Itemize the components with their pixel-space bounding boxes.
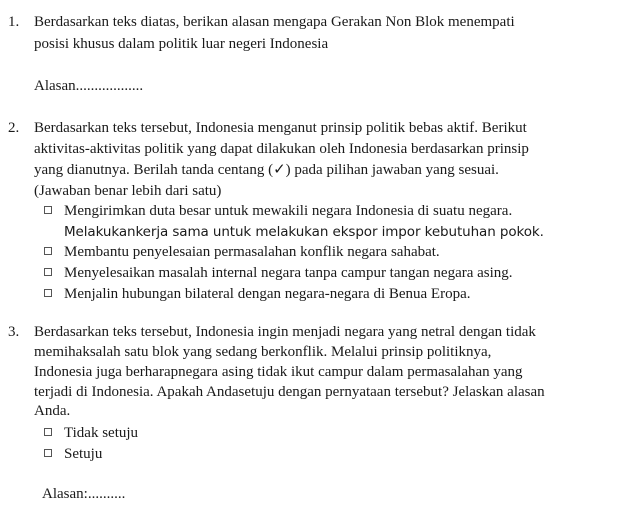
- question-2-option: Menyelesaikan masalah internal negara tanpa campur tangan negara asing.: [64, 265, 513, 281]
- option-checkbox[interactable]: [44, 247, 52, 255]
- question-2-text-line: yang dianutnya. Berilah tanda centang (✓) pada pilihan jawaban yang sesuai.: [34, 162, 499, 178]
- question-1-text-line: posisi khusus dalam politik luar negeri Indonesia: [34, 36, 329, 52]
- question-3-text-line: Berdasarkan teks tersebut, Indonesia ingin menjadi negara yang netral dengan tidak: [34, 324, 536, 340]
- question-3-option: Tidak setuju: [64, 425, 139, 441]
- question-2-text-line: aktivitas-aktivitas politik yang dapat dilakukan oleh Indonesia berdasarkan prinsip: [34, 141, 529, 157]
- question-2-text-line: Berdasarkan teks tersebut, Indonesia menganut prinsip politik bebas aktif. Berikut: [34, 120, 527, 136]
- question-2-option: Melakukankerja sama untuk melakukan ekspor impor kebutuhan pokok.: [64, 224, 544, 240]
- question-1-text-line: Berdasarkan teks diatas, berikan alasan mengapa Gerakan Non Blok menempati: [34, 14, 515, 30]
- question-2-number: 2.: [8, 120, 20, 136]
- question-1-number: 1.: [8, 14, 20, 30]
- question-3-option: Setuju: [64, 446, 103, 462]
- question-3-text-line: Indonesia juga berharapnegara asing tidak ikut campur dalam permasalahan yang: [34, 364, 523, 380]
- question-3-answer-label: Alasan:..........: [42, 486, 126, 502]
- question-1-answer-label: Alasan..................: [34, 78, 144, 94]
- option-checkbox[interactable]: [44, 268, 52, 276]
- question-2-option: Mengirimkan duta besar untuk mewakili negara Indonesia di suatu negara.: [64, 203, 513, 219]
- question-3-number: 3.: [8, 324, 20, 340]
- option-checkbox[interactable]: [44, 206, 52, 214]
- option-checkbox[interactable]: [44, 289, 52, 297]
- question-3-text-line: memihaksalah satu blok yang sedang berkonflik. Melalui prinsip politiknya,: [34, 344, 492, 360]
- question-2-option: Membantu penyelesaian permasalahan konflik negara sahabat.: [64, 244, 440, 260]
- question-3-text-line: Anda.: [34, 403, 71, 419]
- question-2-text-line: (Jawaban benar lebih dari satu): [34, 183, 222, 199]
- question-3-text-line: terjadi di Indonesia. Apakah Andasetuju dengan pernyataan tersebut? Jelaskan alasan: [34, 384, 545, 400]
- option-checkbox[interactable]: [44, 428, 52, 436]
- question-2-option: Menjalin hubungan bilateral dengan negara-negara di Benua Eropa.: [64, 286, 471, 302]
- option-checkbox[interactable]: [44, 449, 52, 457]
